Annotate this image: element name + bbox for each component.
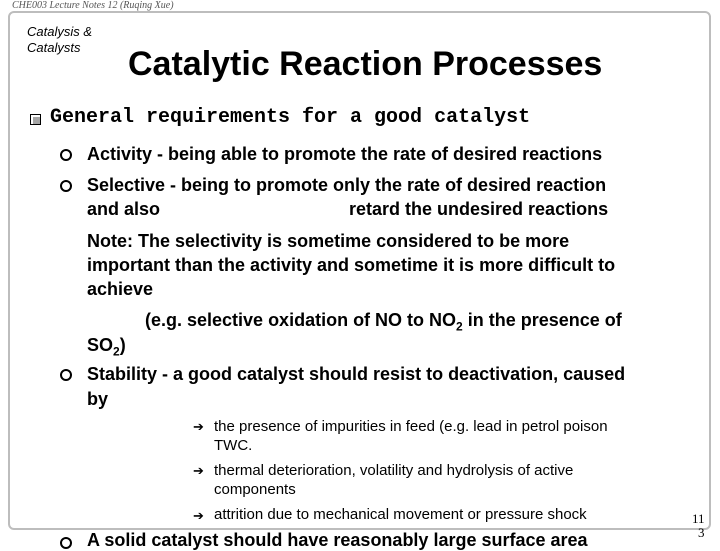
cause-1-line-2: TWC. (214, 437, 253, 454)
selective-line-1: Selective - being to promote only the rate of desired reaction (87, 175, 607, 195)
circle-bullet-icon (60, 149, 72, 161)
header-note: CHE003 Lecture Notes 12 (Ruqing Xue) (12, 0, 174, 11)
so2-close: ) (119, 335, 126, 355)
page-number: 11 (692, 511, 705, 526)
selective-retard: retard the undesired reactions (349, 199, 609, 219)
cause-3-line-1: attrition due to mechanical movement or pressure shock (214, 506, 587, 523)
cut-off-line: A solid catalyst should have reasonably large surface area (87, 530, 588, 550)
selective-and-also: and also (87, 199, 161, 219)
arrow-bullet-icon: ➔ (193, 463, 204, 478)
so2-base: SO (87, 335, 114, 355)
note-line-2: important than the activity and sometime it is more difficult to (87, 255, 616, 275)
circle-bullet-icon (60, 369, 72, 381)
main-point: General requirements for a good catalyst (50, 106, 531, 129)
cause-1-line-1: the presence of impurities in feed (e.g. lead in petrol poison (214, 418, 608, 435)
note-line-3: achieve (87, 279, 154, 299)
example-subscript: 2 (456, 319, 463, 334)
course-label: Catalysis & Catalysts (27, 24, 93, 55)
example-prefix: (e.g. selective oxidation of NO to NO (145, 310, 457, 330)
stability-line-2: by (87, 389, 109, 409)
page-number-sub: 3 (698, 525, 705, 540)
cause-2-line-1: thermal deterioration, volatility and hydrolysis of active (214, 462, 574, 479)
activity-text: Activity - being able to promote the rate of desired reactions (87, 144, 603, 164)
slide-title: Catalytic Reaction Processes (128, 45, 603, 83)
example-suffix: in the presence of (462, 310, 622, 330)
checkbox-bullet-icon (30, 114, 41, 125)
arrow-bullet-icon: ➔ (193, 508, 204, 523)
so2-line (87, 333, 126, 364)
so2-subscript: 2 (113, 344, 120, 359)
circle-bullet-icon (60, 537, 72, 549)
circle-bullet-icon (60, 180, 72, 192)
example-line (145, 308, 622, 339)
arrow-bullet-icon: ➔ (193, 419, 204, 434)
cause-2-line-2: components (214, 481, 296, 498)
note-line-1: Note: The selectivity is sometime considered to be more (87, 231, 570, 251)
stability-line-1: Stability - a good catalyst should resist to deactivation, caused (87, 364, 626, 384)
